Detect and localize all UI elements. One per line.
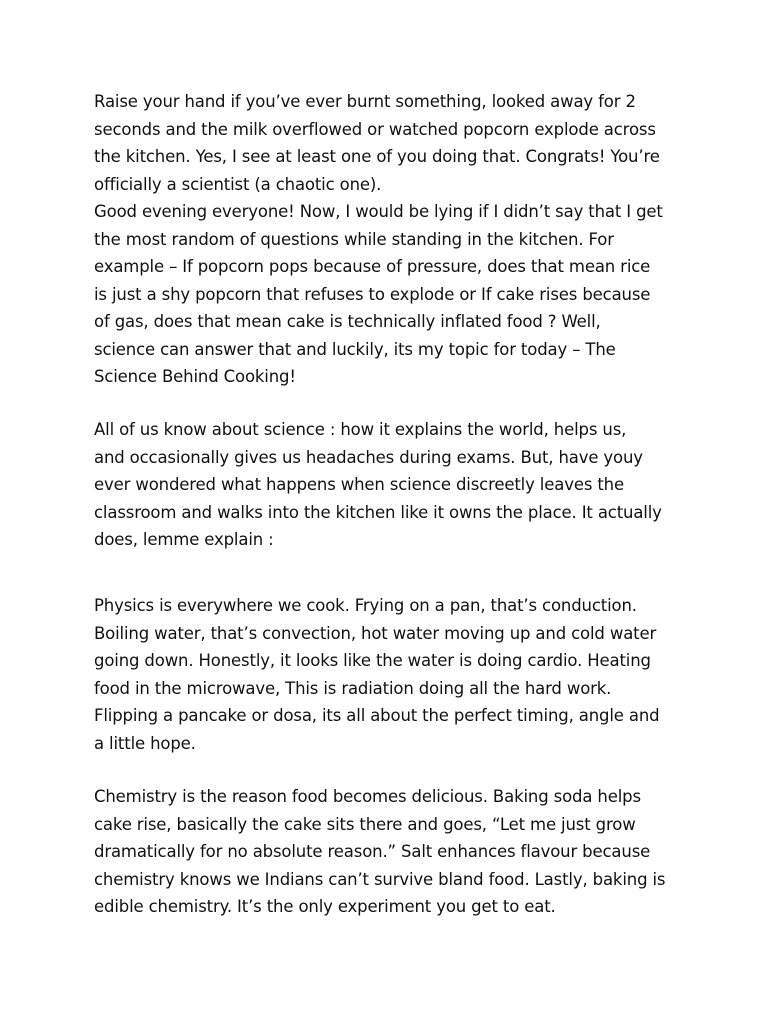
text-line: cake rise, basically the cake sits there and goes, “Let me just grow <box>94 814 636 834</box>
text-line: food in the microwave, This is radiation doing all the hard work. <box>94 678 612 698</box>
text-line: going down. Honestly, it looks like the water is doing cardio. Heating <box>94 651 651 670</box>
text-line: a little hope. <box>94 733 196 753</box>
text-line: seconds and the milk overflowed or watched popcorn explode across <box>94 119 656 139</box>
text-line: Boiling water, that’s convection, hot water moving up and cold water <box>94 623 657 643</box>
chemistry-paragraph <box>94 783 694 921</box>
text-line: Good evening everyone! Now, I would be lying if I didn’t say that I get <box>94 202 663 221</box>
text-line: and occasionally gives us headaches during exams. But, have youy <box>94 447 643 467</box>
text-line: chemistry knows we Indians can’t survive bland food. Lastly, baking is <box>94 869 666 889</box>
text-line: ever wondered what happens when science discreetly leaves the <box>94 475 624 494</box>
text-line: dramatically for no absolute reason.” Salt enhances flavour because <box>94 842 651 861</box>
text-line: All of us know about science : how it explains the world, helps us, <box>94 420 627 439</box>
text-line: example – If popcorn pops because of pressure, does that mean rice <box>94 257 651 276</box>
text-line: the kitchen. Yes, I see at least one of you doing that. Congrats! You’re <box>94 147 660 166</box>
text-line: Science Behind Cooking! <box>94 367 296 386</box>
text-line: edible chemistry. It’s the only experiment you get to eat. <box>94 897 556 916</box>
text-line: Physics is everywhere we cook. Frying on a pan, that’s conduction. <box>94 596 637 615</box>
text-line: of gas, does that mean cake is technically inflated food ? Well, <box>94 312 601 331</box>
text-line: does, lemme explain : <box>94 530 274 549</box>
science-paragraph <box>94 416 694 554</box>
text-line: Raise your hand if you’ve ever burnt something, looked away for 2 <box>94 92 636 111</box>
text-line: classroom and walks into the kitchen like it owns the place. It actually <box>94 502 662 522</box>
text-line: is just a shy popcorn that refuses to explode or If cake rises because <box>94 284 651 304</box>
text-line: the most random of questions while standing in the kitchen. For <box>94 229 614 249</box>
text-line: officially a scientist (a chaotic one). <box>94 174 382 194</box>
text-line: Chemistry is the reason food becomes delicious. Baking soda helps <box>94 787 641 806</box>
intro-paragraph <box>94 88 694 391</box>
text-line: science can answer that and luckily, its my topic for today – The <box>94 339 616 359</box>
text-line: Flipping a pancake or dosa, its all about the perfect timing, angle and <box>94 706 660 725</box>
physics-paragraph <box>94 592 694 757</box>
